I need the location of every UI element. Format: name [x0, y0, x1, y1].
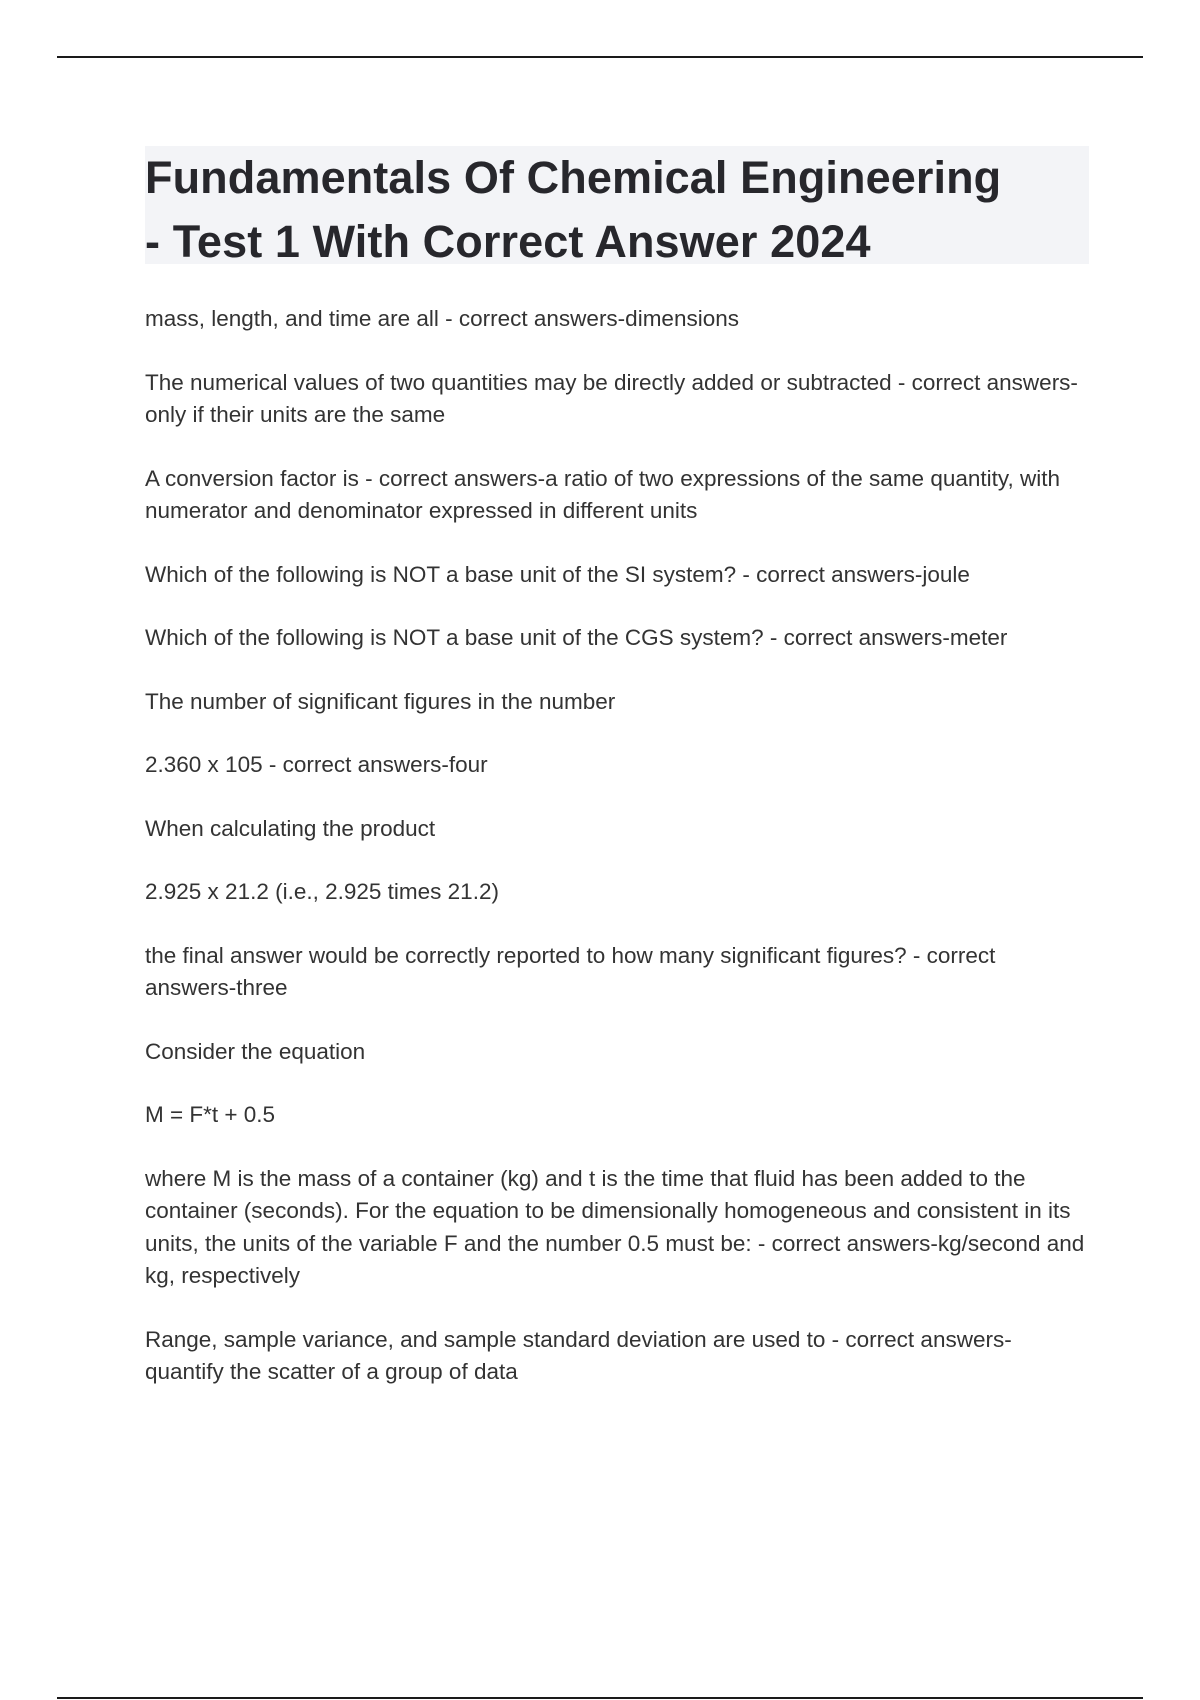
title-line-2: - Test 1 With Correct Answer 2024: [145, 216, 871, 267]
title-line-1: Fundamentals Of Chemical Engineering: [145, 152, 1002, 203]
bottom-divider: [57, 1697, 1143, 1699]
qa-paragraph: When calculating the product: [145, 815, 436, 841]
title-block: [145, 146, 1089, 267]
qa-paragraph: 2.360 x 105 - correct answers-four: [145, 752, 488, 777]
page-title: [145, 146, 1089, 274]
qa-paragraph: The numerical values of two quantities may be directly added or subtracted - correct answers-only if their units are the same: [145, 369, 1078, 427]
qa-paragraph: Which of the following is NOT a base unit of the CGS system? - correct answers-meter: [145, 625, 1008, 650]
qa-paragraph: the final answer would be correctly reported to how many significant figures? - correct answers-three: [145, 942, 996, 1000]
qa-paragraph: M = F*t + 0.5: [145, 1102, 276, 1127]
qa-paragraph: The number of significant figures in the number: [145, 688, 616, 714]
qa-paragraph: Consider the equation: [145, 1038, 366, 1064]
qa-paragraph: where M is the mass of a container (kg) and t is the time that fluid has been added to the container (seconds). For the equation to be dimensionally homogeneous and consistent in its units, the units of the variable F and the number 0.5 must be: - correct answers-kg/second and kg, respectively: [145, 1165, 1085, 1288]
qa-paragraph: 2.925 x 21.2 (i.e., 2.925 times 21.2): [145, 879, 499, 904]
qa-paragraph: A conversion factor is - correct answers-a ratio of two expressions of the same quantity, with numerator and denominator expressed in different units: [145, 465, 1060, 523]
qa-paragraph: mass, length, and time are all - correct answers-dimensions: [145, 306, 739, 331]
qa-list: [145, 303, 1089, 1420]
top-divider: [57, 56, 1143, 58]
qa-paragraph: Range, sample variance, and sample standard deviation are used to - correct answers-quantify the scatter of a group of data: [145, 1326, 1012, 1384]
qa-paragraph: Which of the following is NOT a base unit of the SI system? - correct answers-joule: [145, 561, 970, 587]
